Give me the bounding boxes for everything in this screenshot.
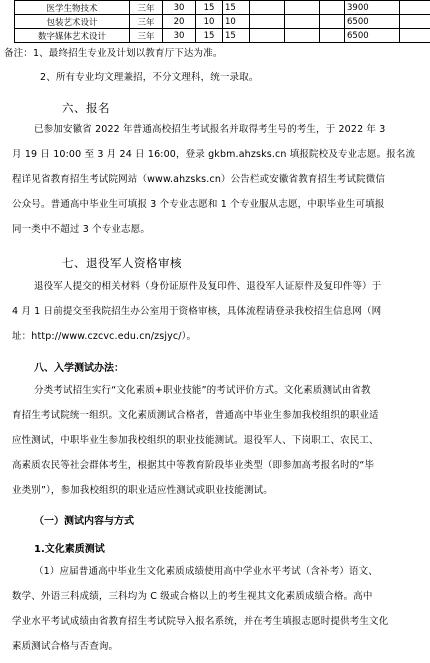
note-2: 2、所有专业均文理兼招，不分文理科，统一录取。 bbox=[40, 72, 259, 83]
table-cell bbox=[250, 15, 285, 29]
section-6-line-2: 月 19 日 10:00 至 3 月 24 日 16:00，登录 gkbm.ahzsks.cn 填报院校及专业志愿。报名流 bbox=[12, 149, 416, 160]
table-cell: 三年 bbox=[130, 15, 163, 29]
table-cell bbox=[320, 15, 345, 29]
table-row bbox=[15, 1, 430, 15]
section-8-line-4: 高素质农民等社会群体考生，根据其中等教育阶段毕业类型（即参加高考报名时的“毕 bbox=[12, 460, 375, 471]
table-cell: 15 bbox=[223, 1, 250, 15]
table-cell bbox=[285, 15, 320, 29]
table-cell: 6500 bbox=[345, 15, 400, 29]
table-cell: 医学生物技术 bbox=[15, 1, 130, 15]
table-cell: 6500 bbox=[345, 29, 400, 43]
section-8-line-1: 分类考试招生实行“文化素质+职业技能”的考试评价方式。文化素质测试由省教 bbox=[34, 385, 371, 396]
table-cell: 三年 bbox=[130, 1, 163, 15]
section-7-line-1: 退役军人提交的相关材料（身份证原件及复印件、退役军人证原件及复印件等）于 bbox=[34, 281, 382, 292]
table-row bbox=[15, 15, 430, 29]
cultural-test-line-4: 素质测试合格与否查询。 bbox=[12, 641, 119, 652]
section-7-line-3: 址：http://www.czcvc.edu.cn/zsjyc/）。 bbox=[12, 331, 197, 342]
subsection-test-content: （一）测试内容与方式 bbox=[34, 516, 134, 527]
section-6-title: 六、报名 bbox=[62, 101, 110, 115]
section-6-line-1: 已参加安徽省 2022 年普通高校招生考试报名并取得考生号的考生，于 2022 年 3 bbox=[34, 124, 386, 135]
section-6-line-5: 同一类中不超过 3 个专业志愿。 bbox=[12, 224, 150, 235]
section-6-line-4: 公众号。普通高中毕业生可填报 3 个专业志愿和 1 个专业服从志愿，中职毕业生可填报 bbox=[12, 199, 385, 210]
section-8-line-3: 应性测试，中职毕业生参加我校组织的职业技能测试。退役军人、下岗职工、农民工、 bbox=[12, 435, 379, 446]
table-cell bbox=[400, 29, 430, 43]
cultural-test-line-3: 学业水平考试成绩由省教育招生考试院导入报名系统，并在考生填报志愿时提供考生文化 bbox=[12, 616, 389, 627]
table-row bbox=[15, 29, 430, 43]
table-cell bbox=[320, 1, 345, 15]
section-6-line-3: 程详见省教育招生考试院网站（www.ahzsks.cn）公告栏或安徽省教育招生考试院微信 bbox=[12, 174, 386, 185]
table-cell: 三年 bbox=[130, 29, 163, 43]
table-cell: 30 bbox=[163, 1, 196, 15]
table-cell: 10 bbox=[223, 15, 250, 29]
table-cell bbox=[285, 29, 320, 43]
fee-table-body bbox=[15, 1, 430, 43]
cultural-test-line-1: （1）应届普通高中毕业生文化素质成绩使用高中学业水平考试（含补考）语文、 bbox=[34, 566, 378, 577]
table-cell bbox=[285, 1, 320, 15]
note-1: 备注：1、最终招生专业及计划以教育厅下达为准。 bbox=[4, 48, 223, 59]
section-7-title: 七、退役军人资格审核 bbox=[62, 256, 182, 270]
table-cell: 15 bbox=[223, 29, 250, 43]
section-7-line-2: 4 月 1 日前提交至我院招生办公室用于资格审核，具体流程请登录我校招生信息网（网 bbox=[12, 306, 382, 317]
table-cell: 15 bbox=[196, 29, 223, 43]
table-cell bbox=[400, 1, 430, 15]
section-8-line-5: 业类别”），参加我校组织的职业适应性测试或职业技能测试。 bbox=[12, 485, 273, 496]
table-cell bbox=[250, 29, 285, 43]
table-cell: 15 bbox=[196, 1, 223, 15]
cultural-test-line-2: 数学、外语三科成绩，三科均为 C 级或合格以上的考生视其文化素质成绩合格。高中 bbox=[12, 591, 373, 602]
table-cell: 30 bbox=[163, 29, 196, 43]
table-cell bbox=[400, 15, 430, 29]
table-cell: 10 bbox=[196, 15, 223, 29]
subsection-cultural-test: 1.文化素质测试 bbox=[34, 544, 105, 555]
section-8-line-2: 育招生考试院统一组织。文化素质测试合格者，普通高中毕业生参加我校组织的职业适 bbox=[12, 410, 379, 421]
table-cell bbox=[250, 1, 285, 15]
table-cell: 数字媒体艺术设计 bbox=[15, 29, 130, 43]
section-8-title: 八、入学测试办法： bbox=[34, 363, 124, 374]
table-cell: 包装艺术设计 bbox=[15, 15, 130, 29]
fee-table bbox=[14, 0, 430, 43]
table-cell bbox=[320, 29, 345, 43]
table-cell: 3900 bbox=[345, 1, 400, 15]
table-cell: 20 bbox=[163, 15, 196, 29]
